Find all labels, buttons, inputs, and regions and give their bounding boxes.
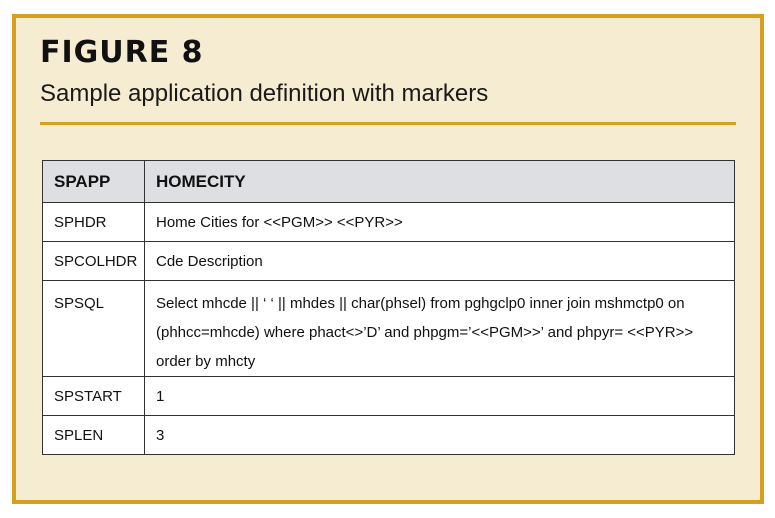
row-key-cell: SPLEN (43, 416, 145, 455)
table-header-row (43, 161, 735, 203)
row-key-cell: SPCOLHDR (43, 242, 145, 281)
row-value-cell: Select mhcde || ‘ ‘ || mhdes || char(phsel) from pghgclp0 inner join mshmctp0 on (phhcc=mhcde) where phact<>’D’ and phpgm=’<<PGM>>’ and phpyr= <<PYR>> order by mhcty (145, 281, 735, 377)
table-row (43, 281, 735, 377)
row-key-cell: SPSTART (43, 377, 145, 416)
row-value-cell: Cde Description (145, 242, 735, 281)
figure-title: FIGURE 8 (40, 35, 204, 70)
header-value-cell: HOMECITY (145, 161, 735, 203)
row-key-cell: SPSQL (43, 281, 145, 377)
row-value-cell: 3 (145, 416, 735, 455)
row-key-cell: SPHDR (43, 203, 145, 242)
table-row (43, 203, 735, 242)
definition-table (42, 160, 735, 455)
title-divider (40, 122, 736, 125)
table-row (43, 377, 735, 416)
header-key-cell: SPAPP (43, 161, 145, 203)
table-row (43, 416, 735, 455)
figure-subtitle: Sample application definition with markers (40, 80, 489, 107)
table-row (43, 242, 735, 281)
row-value-cell: 1 (145, 377, 735, 416)
figure-frame (12, 14, 764, 504)
row-value-cell: Home Cities for <<PGM>> <<PYR>> (145, 203, 735, 242)
